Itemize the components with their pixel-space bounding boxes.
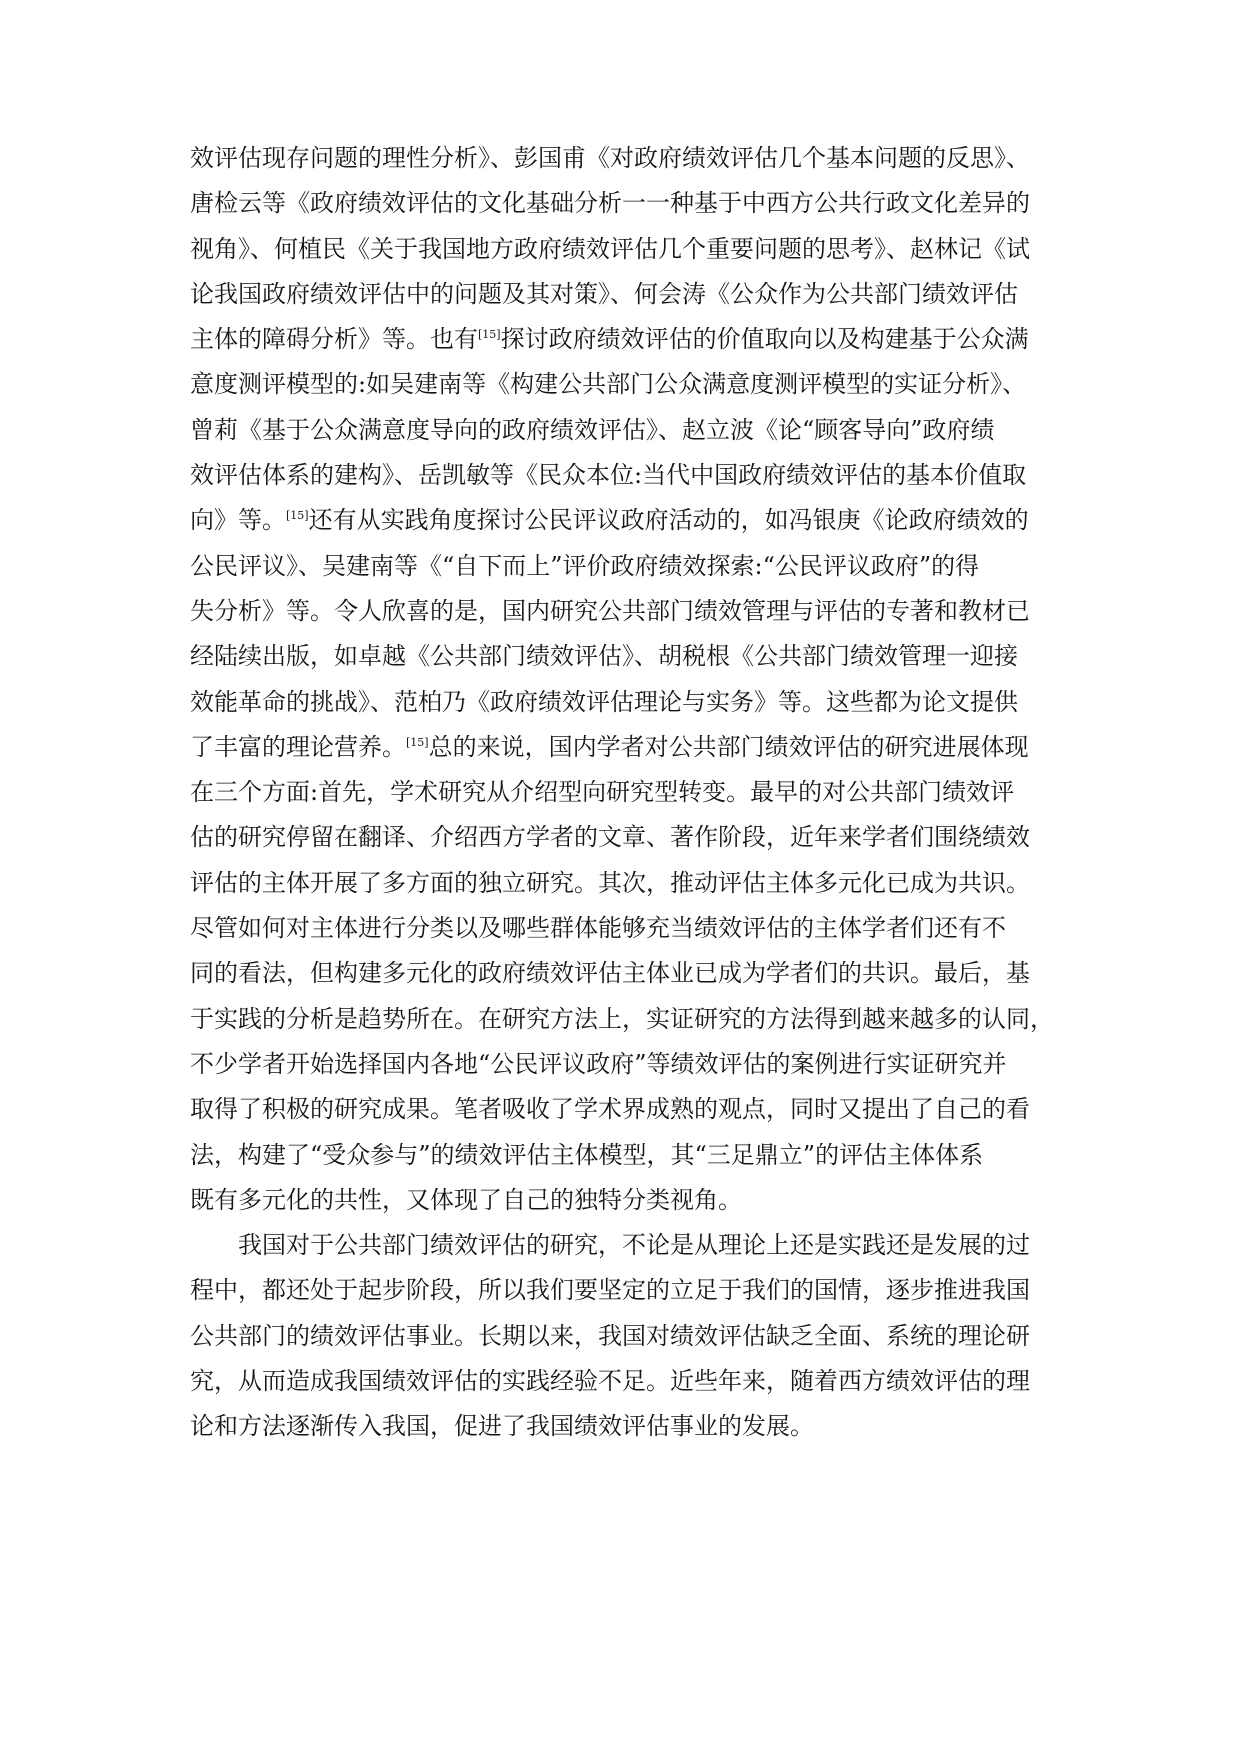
text-line: [190, 181, 1070, 226]
text-segment: 法，构建了“受众参与”的绩效评估主体模型，其“三足鼎立”的评估主体体系: [190, 1140, 984, 1169]
text-line: [190, 1133, 1070, 1178]
text-segment: 视角》、何植民《关于我国地方政府绩效评估几个重要问题的思考》、赵林记《试: [190, 234, 1030, 263]
text-segment: 既有多元化的共性，又体现了自己的独特分类视角。: [190, 1185, 742, 1214]
text-segment: 效评估体系的建构》、岳凯敏等《民众本位:当代中国政府绩效评估的基本价值取: [190, 461, 1027, 490]
text-line: [190, 408, 1070, 453]
text-line: [190, 906, 1070, 951]
text-line: [190, 815, 1070, 860]
body-paragraph: [190, 1223, 1070, 1449]
text-line: [190, 1178, 1070, 1223]
text-line: [190, 1042, 1070, 1087]
text-segment: 尽管如何对主体进行分类以及哪些群体能够充当绩效评估的主体学者们还有不: [190, 914, 1006, 943]
text-segment: 程中，都还处于起步阶段，所以我们要坚定的立足于我们的国情，逐步推进我国: [190, 1276, 1030, 1305]
text-segment: 论和方法逐渐传入我国，促进了我国绩效评估事业的发展。: [190, 1412, 814, 1441]
text-line: [190, 1359, 1070, 1404]
text-line: [190, 634, 1070, 679]
text-segment: 取得了积极的研究成果。笔者吸收了学术界成熟的观点，同时又提出了自己的看: [190, 1095, 1030, 1124]
text-segment: 评估的主体开展了多方面的独立研究。其次，推动评估主体多元化已成为共识。: [190, 868, 1030, 897]
text-line: [190, 951, 1070, 996]
text-line: [190, 589, 1070, 634]
text-segment: 公共部门的绩效评估事业。长期以来，我国对绩效评估缺乏全面、系统的理论研: [190, 1321, 1030, 1350]
text-segment: 公民评议》、吴建南等《“自下而上”评价政府绩效探索:“公民评议政府”的得: [190, 551, 980, 580]
text-segment: 了丰富的理论营养。: [190, 732, 406, 761]
text-line: [190, 272, 1070, 317]
text-segment: 论我国政府绩效评估中的问题及其对策》、何会涛《公众作为公共部门绩效评估: [190, 279, 1018, 308]
text-segment: 效评估现存问题的理性分析》、彭国甫《对政府绩效评估几个基本问题的反思》、: [190, 144, 1030, 172]
text-line: [190, 1404, 1070, 1449]
text-line: [190, 680, 1070, 725]
text-segment: 在三个方面:首先，学术研究从介绍型向研究型转变。最早的对公共部门绩效评: [190, 778, 1015, 807]
text-segment: 估的研究停留在翻译、介绍西方学者的文章、著作阶段，近年来学者们围绕绩效: [190, 823, 1030, 852]
text-line: [190, 1268, 1070, 1313]
text-line: [190, 861, 1070, 906]
text-segment: 意度测评模型的:如吴建南等《构建公共部门公众满意度测评模型的实证分析》、: [190, 370, 1027, 399]
text-line: [190, 453, 1070, 498]
text-segment: 曾莉《基于公众满意度导向的政府绩效评估》、赵立波《论“顾客导向”政府绩: [190, 415, 995, 444]
text-line: [190, 498, 1070, 543]
text-segment: 究，从而造成我国绩效评估的实践经验不足。近些年来，随着西方绩效评估的理: [190, 1367, 1030, 1396]
text-line: [190, 227, 1070, 272]
text-segment: 向》等。: [190, 506, 286, 535]
text-segment: 探讨政府绩效评估的价值取向以及构建基于公众满: [500, 325, 1029, 354]
body-paragraph: [190, 136, 1070, 1223]
citation-marker: [15]: [286, 509, 309, 523]
text-line: [190, 1314, 1070, 1359]
text-line: [190, 362, 1070, 407]
text-line: [190, 725, 1070, 770]
text-segment: 总的来说，国内学者对公共部门绩效评估的研究进展体现: [428, 732, 1029, 761]
text-segment: 于实践的分析是趋势所在。在研究方法上，实证研究的方法得到越来越多的认同，: [190, 1004, 1054, 1033]
document-page: [190, 136, 1070, 1450]
text-line: [190, 1223, 1070, 1268]
text-line: [190, 544, 1070, 589]
text-segment: 主体的障碍分析》等。也有: [190, 325, 478, 354]
text-line: [190, 997, 1070, 1042]
citation-marker: [15]: [478, 328, 501, 342]
text-segment: 失分析》等。令人欣喜的是，国内研究公共部门绩效管理与评估的专著和教材已: [190, 596, 1030, 625]
text-segment: 还有从实践角度探讨公民评议政府活动的，如冯银庚《论政府绩效的: [308, 506, 1029, 535]
text-line: [190, 136, 1070, 181]
citation-marker: [15]: [406, 735, 429, 749]
text-line: [190, 770, 1070, 815]
text-segment: 我国对于公共部门绩效评估的研究，不论是从理论上还是实践还是发展的过: [238, 1231, 1030, 1260]
text-segment: 同的看法，但构建多元化的政府绩效评估主体业已成为学者们的共识。最后，基: [190, 959, 1030, 988]
text-segment: 唐检云等《政府绩效评估的文化基础分析一一种基于中西方公共行政文化差异的: [190, 189, 1030, 218]
text-segment: 效能革命的挑战》、范柏乃《政府绩效评估理论与实务》等。这些都为论文提供: [190, 687, 1018, 716]
text-line: [190, 317, 1070, 362]
text-segment: 不少学者开始选择国内各地“公民评议政府”等绩效评估的案例进行实证研究并: [190, 1049, 1007, 1078]
text-segment: 经陆续出版，如卓越《公共部门绩效评估》、胡税根《公共部门绩效管理一迎接: [190, 642, 1018, 671]
text-line: [190, 1087, 1070, 1132]
